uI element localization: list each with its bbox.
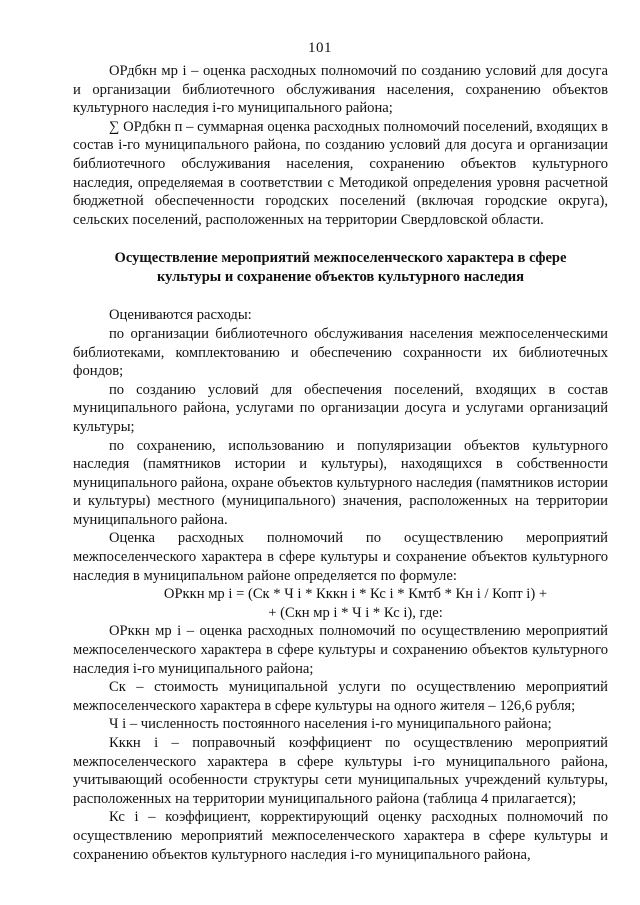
formula (73, 585, 608, 622)
paragraph-expenses-intro: Оцениваются расходы: (109, 307, 252, 324)
paragraph-expense-leisure: по созданию условий для обеспечения поселений, входящих в состав муниципального района, услугами по организации досуга и услугами организаций культуры; (73, 381, 608, 435)
section-heading-line-1: Осуществление мероприятий межпоселенческого характера в сфере (114, 250, 567, 267)
paragraph-expense-heritage: по сохранению, использованию и популяризации объектов культурного наследия (памятников истории и культуры), находящихся в собственности муниципального района, охране объектов культурного наследия (памятников истории и культуры) местного (муниципального) значения, расположенных на территории муниципального района. (73, 437, 608, 528)
document-body (73, 62, 608, 864)
paragraph-def-ch: Ч i – численность постоянного населения i-го муниципального района; (109, 716, 552, 733)
paragraph-or-dbkn-mr: ОРдбкн мр i – оценка расходных полномочий по созданию условий для досуга и организации библиотечного обслуживания населения, сохранению объектов культурного наследия i-го муниципального района; (73, 63, 608, 117)
paragraph-formula-intro: Оценка расходных полномочий по осуществлению мероприятий межпоселенческого характера в сфере культуры и сохранение объектов культурного наследия в муниципальном районе определяется по формуле: (73, 530, 608, 584)
paragraph-def-ks: Кс i – коэффициент, корректирующий оценку расходных полномочий по осуществлению мероприятий межпоселенческого характера в сфере культуры и сохранению объектов культурного наследия i-го муниципального района, (73, 809, 608, 863)
formula-line-1: ОРккн мр i = (Ск * Ч i * Кккн i * Кс i * Кмтб * Кн i / Копт i) + (163, 586, 548, 603)
paragraph-expense-library: по организации библиотечного обслуживания населения межпоселенческими библиотеками, комплектованию и обеспечению сохранности их библиотечных фондов; (73, 325, 608, 380)
paragraph-def-or-kkn: ОРккн мр i – оценка расходных полномочий по осуществлению мероприятий межпоселенческого характера в сфере культуры и сохранению объектов культурного наследия i-го муниципального района; (73, 623, 608, 677)
paragraph-sum-or-dbkn-p: ∑ ОРдбкн п – суммарная оценка расходных полномочий поселений, входящих в состав i-го муниципального района, по созданию условий для досуга и организации библиотечного обслуживания населения, сохранению объектов культурного наследия, определяемая в соответствии с Методикой определения уровня расчетной бюджетной обеспеченности городских поселений (включая городские округа), сельских поселений, расположенных на территории Свердловской области. (73, 118, 608, 228)
paragraph-def-kkkn: Кккн i – поправочный коэффициент по осуществлению мероприятий межпоселенческого характера в сфере культуры i-го муниципального района, учитывающий особенности структуры сети муниципальных учреждений культуры, расположенных на территории муниципального района (таблица 4 прилагается); (73, 735, 608, 807)
paragraph-def-sk: Ск – стоимость муниципальной услуги по осуществлению мероприятий межпоселенческого характера в сфере культуры на одного жителя – 126,6 рубля; (73, 679, 608, 714)
formula-line-2: + (Скн мр i * Ч i * Кс i), где: (268, 604, 443, 621)
section-heading-line-2: культуры и сохранение объектов культурного наследия (156, 269, 525, 286)
section-heading (73, 249, 608, 287)
page-number: 101 (308, 40, 332, 56)
